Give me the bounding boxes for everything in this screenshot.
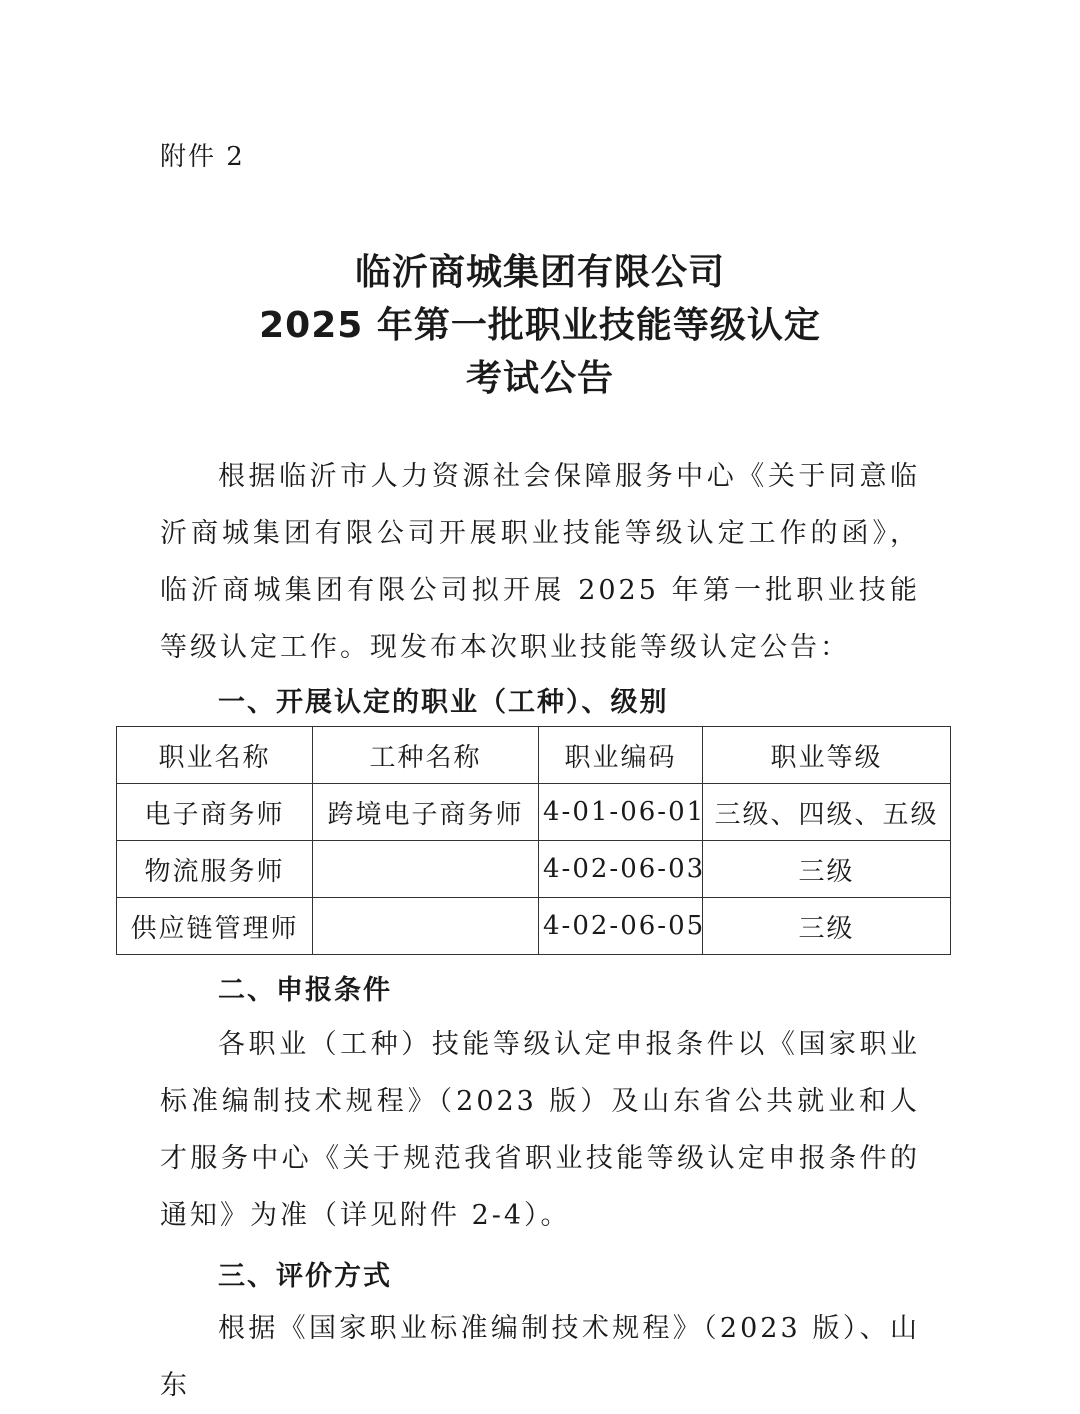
header-occupation-level: 职业等级	[703, 727, 951, 784]
intro-paragraph: 根据临沂市人力资源社会保障服务中心《关于同意临沂商城集团有限公司开展职业技能等级认定工作的函》，临沂商城集团有限公司拟开展 2025 年第一批职业技能等级认定工作。现发布本次职业技能等级认定公告：	[160, 461, 920, 663]
title-line-1: 临沂商城集团有限公司	[354, 252, 725, 293]
section-3-heading: 三、评价方式	[218, 1261, 392, 1292]
section-2-paragraph: 各职业（工种）技能等级认定申报条件以《国家职业标准编制技术规程》（2023 版）及山东省公共就业和人才服务中心《关于规范我省职业技能等级认定申报条件的通知》为准（详见附件 2-4）。	[160, 1029, 920, 1231]
cell-occupation-code: 4-02-06-03	[539, 841, 703, 898]
table-row	[117, 784, 951, 841]
cell-occupation-level: 三级	[703, 841, 951, 898]
table-header-row	[117, 727, 951, 784]
header-occupation-code: 职业编码	[539, 727, 703, 784]
cell-occupation-level: 三级、四级、五级	[703, 784, 951, 841]
table-row	[117, 898, 951, 955]
section-3-paragraph: 根据《国家职业标准编制技术规程》（2023 版）、山东	[160, 1313, 920, 1401]
cell-occupation-level: 三级	[703, 898, 951, 955]
cell-occupation-name: 电子商务师	[117, 784, 313, 841]
cell-job-type-name	[313, 898, 539, 955]
header-job-type-name: 工种名称	[313, 727, 539, 784]
table-row	[117, 841, 951, 898]
cell-occupation-code: 4-01-06-01	[539, 784, 703, 841]
title-line-3: 考试公告	[465, 358, 614, 399]
cell-occupation-name: 供应链管理师	[117, 898, 313, 955]
title-line-2: 2025 年第一批职业技能等级认定	[259, 305, 821, 346]
cell-job-type-name	[313, 841, 539, 898]
cell-occupation-code: 4-02-06-05	[539, 898, 703, 955]
occupation-table	[116, 726, 951, 955]
attachment-label: 附件 2	[160, 142, 245, 172]
cell-job-type-name: 跨境电子商务师	[313, 784, 539, 841]
section-1-heading: 一、开展认定的职业（工种）、级别	[218, 687, 669, 718]
header-occupation-name: 职业名称	[117, 727, 313, 784]
section-2-heading: 二、申报条件	[218, 975, 392, 1006]
cell-occupation-name: 物流服务师	[117, 841, 313, 898]
